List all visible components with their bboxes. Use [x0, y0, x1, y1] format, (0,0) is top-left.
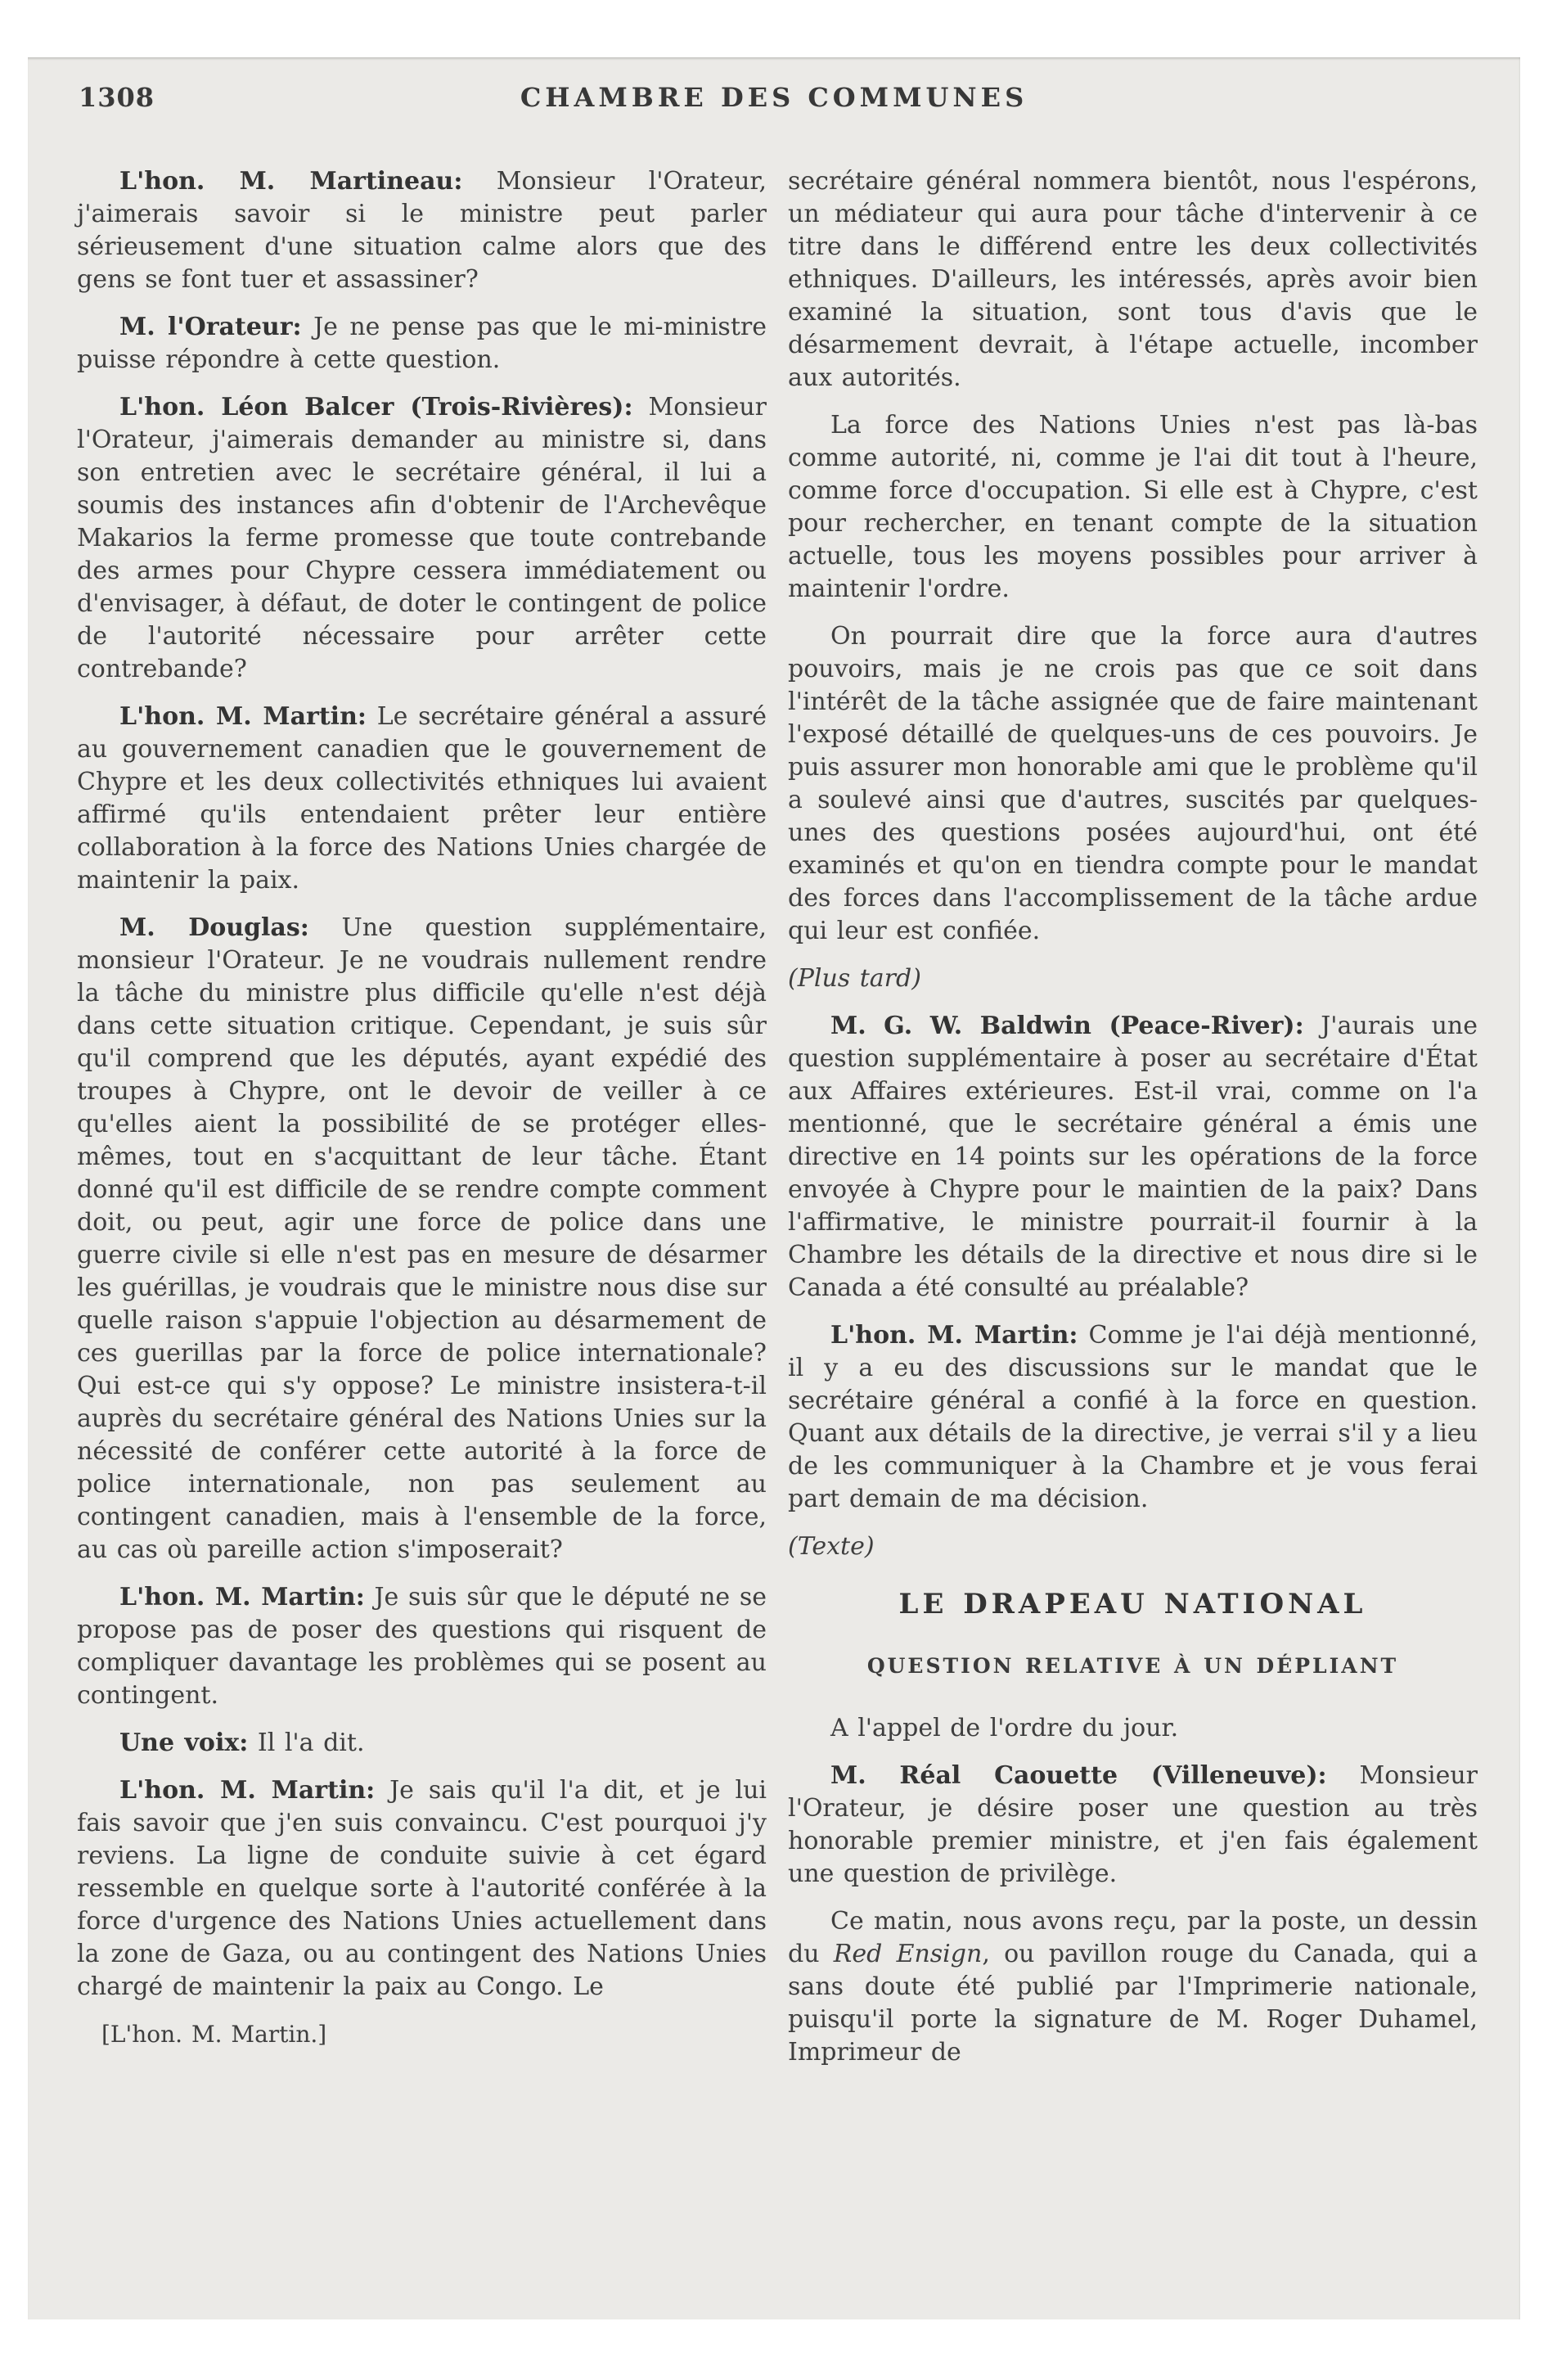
section-subtitle: QUESTION RELATIVE À UN DÉPLIANT [866, 1654, 1399, 1678]
stage-direction: (Plus tard) [788, 964, 921, 993]
section-title: LE DRAPEAU NATIONAL [898, 1588, 1367, 1620]
speech-text: Je suis sûr que le député ne se propose pas de poser des questions qui risquent de compliquer davantage les problèmes qui se posent au contingent. [77, 1583, 767, 1710]
speaker-name: L'hon. Léon Balcer (Trois-Rivières): [119, 393, 633, 421]
speech-text: Le secrétaire général a assuré au gouvernement canadien que le gouvernement de Chypre et les deux collectivités ethniques lui avaient affirmé qu'ils entendaient prêter leur entière collaboration à la force des Nations Unies chargée de maintenir la paix. [77, 702, 767, 895]
speech-paragraph: On pourrait dire que la force aura d'autres pouvoirs, mais je ne crois pas que ce soit dans l'intérêt de la tâche assignée que de faire maintenant l'exposé détaillé de quelques-uns de ces pouvoirs. Je puis assurer mon honorable ami que le problème qu'il a soulevé ainsi que d'autres, suscités par quelques-unes des questions posées aujourd'hui, ont été examinés et qu'on en tiendra compte pour le mandat des forces dans l'accomplissement de la tâche ardue qui leur est confiée. [788, 622, 1478, 945]
speech-paragraph [77, 1727, 767, 1760]
speech-text: , ou pavillon rouge du Canada, qui a sans doute été publié par l'Imprimerie nationale, puisqu'il porte la signature de M. Roger Duhamel, Imprimeur de [788, 1940, 1478, 2067]
right-column [788, 165, 1478, 2084]
hansard-page-scan [28, 57, 1520, 2319]
speech-paragraph: A l'appel de l'ordre du jour. [830, 1714, 1179, 1742]
speech-paragraph [788, 1905, 1478, 2069]
italic-term: Red Ensign [833, 1940, 983, 1968]
footer-attribution: [L'hon. M. Martin.] [101, 2021, 327, 2048]
speech-paragraph [77, 165, 767, 296]
header-title: CHAMBRE DES COMMUNES [520, 82, 1028, 113]
speech-paragraph: La force des Nations Unies n'est pas là-bas comme autorité, ni, comme je l'ai dit tout à l'heure, comme force d'occupation. Si elle est à Chypre, c'est pour rechercher, en tenant compte de la situation actuelle, tous les moyens possibles pour arriver à maintenir l'ordre. [788, 411, 1478, 603]
speaker-name: L'hon. M. Martineau: [119, 167, 463, 196]
speaker-name: M. l'Orateur: [119, 313, 302, 341]
speech-paragraph [77, 912, 767, 1566]
speaker-name: L'hon. M. Martin: [830, 1321, 1078, 1350]
speech-paragraph [77, 1774, 767, 2004]
speech-paragraph [77, 311, 767, 376]
speech-paragraph [77, 391, 767, 686]
speaker-name: Une voix: [119, 1729, 249, 1757]
page-number: 1308 [79, 82, 155, 113]
speaker-name: M. Réal Caouette (Villeneuve): [830, 1761, 1327, 1790]
speech-text: Monsieur l'Orateur, j'aimerais savoir si le ministre peut parler sérieusement d'une situation calme alors que des gens se font tuer et assassiner? [77, 167, 767, 294]
speech-text: Une question supplémentaire, monsieur l'Orateur. Je ne voudrais nullement rendre la tâche du ministre plus difficile qu'elle n'est déjà dans cette situation critique. Cependant, je suis sûr qu'il comprend que les députés, ayant expédié des troupes à Chypre, ont le devoir de veiller à ce qu'elles aient la possibilité de se protéger elles-mêmes, tout en s'acquittant de leur tâche. Étant donné qu'il est difficile de se rendre compte comment doit, ou peut, agir une force de police dans une guerre civile si elle n'est pas en mesure de désarmer les guérillas, je voudrais que le ministre nous dise sur quelle raison s'appuie l'objection au désarmement de ces guerillas par la force de police internationale? Qui est-ce qui s'y oppose? Le ministre insistera-t-il auprès du secrétaire général des Nations Unies sur la nécessité de conférer cette autorité à la force de police internationale, non pas seulement au contingent canadien, mais à l'ensemble de la force, au cas où pareille action s'imposerait? [77, 913, 767, 1564]
speech-paragraph [788, 1760, 1478, 1891]
page-header [28, 82, 1520, 118]
speech-text: Je ne pense pas que le mi-ministre puisse répondre à cette question. [77, 313, 767, 374]
speaker-name: M. Douglas: [119, 913, 309, 942]
speech-text: J'aurais une question supplémentaire à poser au secrétaire d'État aux Affaires extérieures. Est-il vrai, comme on l'a mentionné, que le secrétaire général a émis une directive en 14 points sur les opérations de la force envoyée à Chypre pour le maintien de la paix? Dans l'affirmative, le ministre pourrait-il fournir à la Chambre les détails de la directive et nous dire si le Canada a été consulté au préalable? [788, 1012, 1478, 1302]
text-columns [28, 118, 1520, 2084]
speech-text: Monsieur l'Orateur, je désire poser une question au très honorable premier ministre, et j'en fais également une question de privilège. [788, 1761, 1478, 1888]
speech-paragraph [788, 1010, 1478, 1305]
stage-direction: (Texte) [788, 1532, 875, 1561]
speech-text: Monsieur l'Orateur, j'aimerais demander au ministre si, dans son entretien avec le secrétaire général, il lui a soumis des instances afin d'obtenir de l'Archevêque Makarios la ferme promesse que toute contrebande des armes pour Chypre cessera immédiatement ou d'envisager, à défaut, de doter le contingent de police de l'autorité nécessaire pour arrêter cette contrebande? [77, 393, 767, 683]
speech-text: Comme je l'ai déjà mentionné, il y a eu des discussions sur le mandat que le secrétaire général a confié à la force en question. Quant aux détails de la directive, je verrai s'il y a lieu de les communiquer à la Chambre et je vous ferai part demain de ma décision. [788, 1321, 1478, 1513]
speaker-name: M. G. W. Baldwin (Peace-River): [830, 1012, 1304, 1040]
left-column [77, 165, 767, 2084]
speech-paragraph-continuation: secrétaire général nommera bientôt, nous l'espérons, un médiateur qui aura pour tâche d'intervenir à ce titre dans le différend entre les deux collectivités ethniques. D'ailleurs, les intéressés, après avoir bien examiné la situation, sont tous d'avis que le désarmement devrait, à l'étape actuelle, incomber aux autorités. [788, 167, 1478, 392]
speech-text: Il l'a dit. [248, 1729, 365, 1757]
speech-paragraph [788, 1319, 1478, 1516]
speaker-name: L'hon. M. Martin: [119, 1776, 376, 1805]
speech-paragraph [77, 701, 767, 897]
speaker-name: L'hon. M. Martin: [119, 702, 367, 731]
speech-text: Je sais qu'il l'a dit, et je lui fais savoir que j'en suis convaincu. C'est pourquoi j'y reviens. La ligne de conduite suivie à cet égard ressemble en quelque sorte à l'autorité conférée à la force d'urgence des Nations Unies actuellement dans la zone de Gaza, ou au contingent des Nations Unies chargé de maintenir la paix au Congo. Le [77, 1776, 767, 2001]
speech-paragraph [77, 1581, 767, 1712]
speech-text: Ce matin, nous avons reçu, par la poste, un dessin du [788, 1907, 1478, 1968]
speaker-name: L'hon. M. Martin: [119, 1583, 365, 1611]
